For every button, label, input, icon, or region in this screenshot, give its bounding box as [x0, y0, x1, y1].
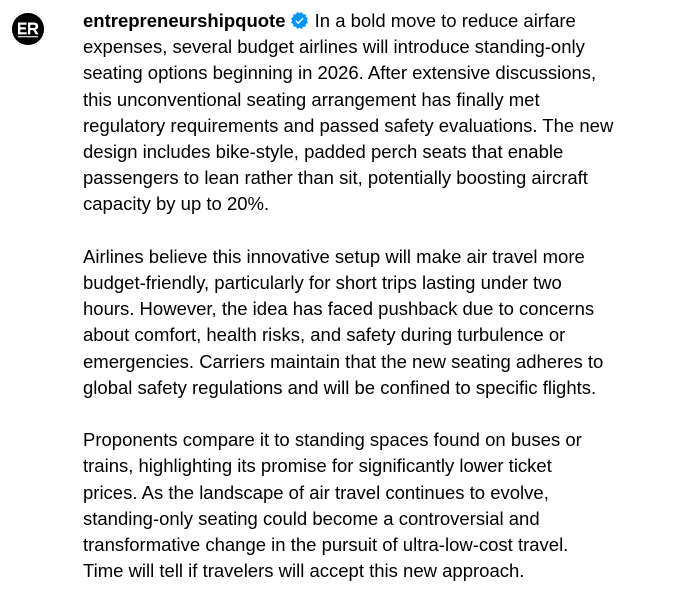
caption-line: trains, highlighting its promise for significantly lower ticket [83, 455, 552, 477]
caption-line: standing-only seating could become a controversial and [83, 507, 540, 529]
caption-line: Time will tell if travelers will accept this new approach. [83, 560, 525, 582]
caption-paragraph [83, 427, 673, 584]
caption-line: seating options beginning in 2026. After extensive discussions, [83, 62, 597, 84]
caption-line: In a bold move to reduce airfare [314, 10, 576, 31]
avatar[interactable] [12, 13, 44, 45]
caption-line: this unconventional seating arrangement has finally met [83, 88, 540, 110]
caption-line: about comfort, health risks, and safety during turbulence or [83, 324, 566, 346]
caption-line: Airlines believe this innovative setup will make air travel more [83, 245, 585, 267]
caption-text [83, 8, 673, 584]
caption-line: design includes bike-style, padded perch seats that enable [83, 141, 564, 163]
caption-line: Proponents compare it to standing spaces found on buses or [83, 429, 582, 451]
caption-line: passengers to lean rather than sit, potentially boosting aircraft [83, 167, 588, 189]
username-link[interactable]: entrepreneurshipquote [83, 10, 286, 31]
caption-paragraph [83, 8, 673, 218]
caption-line: global safety regulations and will be confined to specific flights. [83, 376, 597, 398]
verified-badge-icon[interactable] [291, 12, 308, 29]
caption-line: transformative change in the pursuit of ultra-low-cost travel. [83, 534, 569, 556]
er-logo-icon [12, 13, 44, 45]
caption-line: hours. However, the idea has faced pushback due to concerns [83, 298, 595, 320]
caption-line: emergencies. Carriers maintain that the new seating adheres to [83, 350, 604, 372]
caption-line: regulatory requirements and passed safety evaluations. The new [83, 114, 614, 136]
caption-line: budget-friendly, particularly for short trips lasting under two [83, 272, 562, 294]
caption-line: capacity by up to 20%. [83, 193, 270, 215]
caption-line: expenses, several budget airlines will introduce standing-only [83, 36, 585, 58]
caption-first-line [83, 8, 673, 34]
caption-paragraph [83, 244, 673, 401]
caption-line: prices. As the landscape of air travel continues to evolve, [83, 481, 549, 503]
